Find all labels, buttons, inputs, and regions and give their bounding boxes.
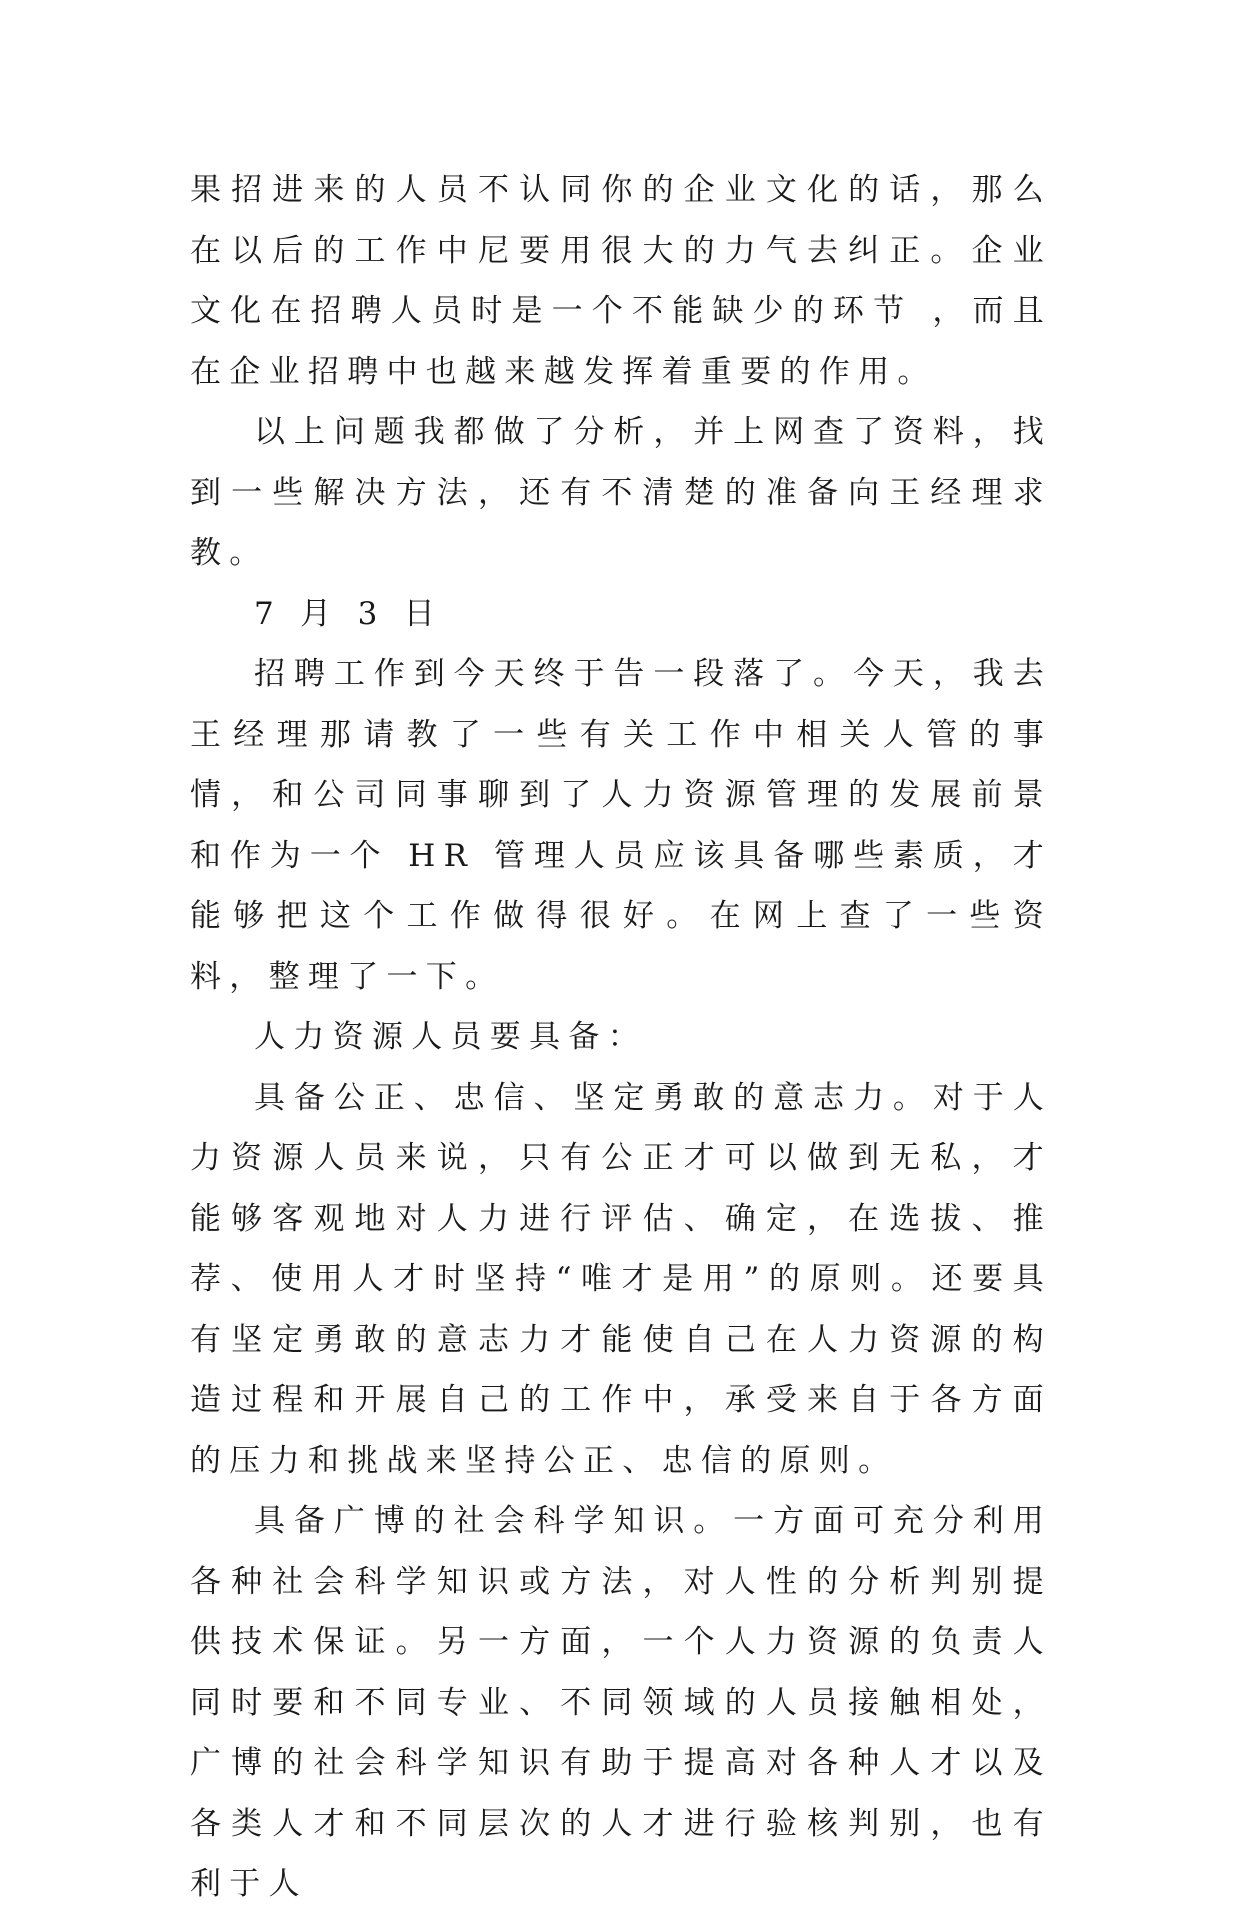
paragraph-4: 人力资源人员要具备： xyxy=(254,1019,647,1055)
date-heading: 7 月 3 日 xyxy=(254,595,444,632)
document-body xyxy=(190,160,1052,1915)
paragraph-5: 具备公正、忠信、坚定勇敢的意志力。对于人力资源人员来说，只有公正才可以做到无私，才能够客观地对人力进行评估、确定，在选拔、推荐、使用人才时坚持“唯才是用”的原则。还要具有坚定勇敢的意志力才能使自己在人力资源的构造过程和开展自己的工作中，承受来自于各方面的压力和挑战来坚持公正、忠信的原则。 xyxy=(190,1079,1052,1479)
paragraph-6: 具备广博的社会科学知识。一方面可充分利用各种社会科学知识或方法，对人性的分析判别提供技术保证。另一方面，一个人力资源的负责人同时要和不同专业、不同领域的人员接触相处，广博的社会科学知识有助于提高对各种人才以及各类人才和不同层次的人才进行验核判别，也有利于人 xyxy=(190,1503,1052,1902)
paragraph-3: 招聘工作到今天终于告一段落了。今天，我去王经理那请教了一些有关工作中相关人管的事情，和公司同事聊到了人力资源管理的发展前景和作为一个 HR 管理人员应该具备哪些素质，才能够把这个工作做得很好。在网上查了一些资料，整理了一下。 xyxy=(190,656,1052,995)
paragraph-2: 以上问题我都做了分析，并上网查了资料，找到一些解决方法，还有不清楚的准备向王经理求教。 xyxy=(190,414,1052,571)
paragraph-1: 果招进来的人员不认同你的企业文化的话，那么在以后的工作中尼要用很大的力气去纠正。企业文化在招聘人员时是一个不能缺少的环节 ，而且在企业招聘中也越来越发挥着重要的作用。 xyxy=(190,172,1052,390)
